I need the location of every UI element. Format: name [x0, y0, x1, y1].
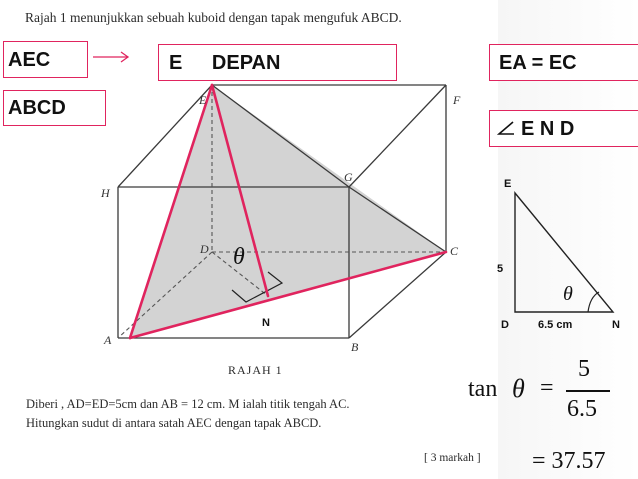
point-n: N [262, 317, 270, 329]
formula-equals: = [540, 375, 554, 401]
label-aec: AEC [3, 41, 88, 78]
vertex-c: C [450, 244, 459, 258]
triangle-vertex-e: E [504, 178, 512, 190]
triangle-vertex-d: D [501, 319, 509, 331]
triangle-vertex-n: N [612, 319, 620, 331]
formula [468, 354, 638, 479]
theta-arc [588, 292, 599, 312]
label-depan: DEPAN [211, 52, 281, 74]
label-e: E [169, 52, 183, 74]
vertex-h: H [101, 186, 110, 200]
vertex-d: D [200, 242, 209, 256]
marks: [ 3 markah ] [424, 452, 481, 464]
vertex-e: E [199, 93, 207, 107]
theta-cuboid: θ [233, 244, 245, 270]
result: = 37.57 [532, 448, 606, 474]
triangle-theta: θ [563, 283, 573, 305]
question-header: Rajah 1 menunjukkan sebuah kuboid dengan tapak mengufuk ABCD. [25, 10, 402, 25]
triangle-side-dn: 6.5 cm [538, 319, 573, 331]
question-line: Hitungkan sudut di antara satah AEC dengan tapak ABCD. [26, 416, 322, 430]
label-abcd: ABCD [3, 90, 106, 126]
numerator: 5 [578, 356, 590, 382]
triangle-side-ed: 5 [497, 263, 504, 275]
given-line: Diberi , AD=ED=5cm dan AB = 12 cm. M ialah titik tengah AC. [26, 397, 350, 411]
denominator: 6.5 [567, 396, 597, 422]
angle-end-text: E N D [521, 118, 575, 140]
vertex-b: B [351, 340, 359, 354]
vertex-a: A [104, 333, 112, 347]
tan-text: tan [468, 376, 498, 402]
figure-caption: RAJAH 1 [228, 363, 283, 377]
vertex-g: G [344, 170, 353, 184]
vertex-f: F [453, 93, 461, 107]
formula-theta: θ [512, 374, 525, 403]
label-ea-ec: EA = EC [489, 44, 638, 81]
fraction-bar [566, 390, 610, 392]
